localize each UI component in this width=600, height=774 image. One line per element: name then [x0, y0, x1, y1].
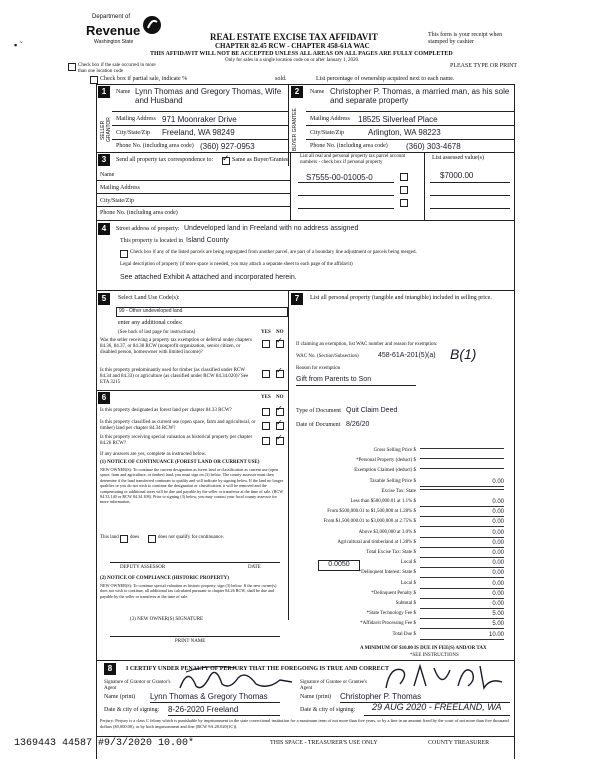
reason-label: Reason for exemption [296, 366, 341, 371]
s3-mid-divider [290, 152, 291, 220]
seller-line3 [112, 139, 288, 140]
s3-city-label: City/State/Zip [100, 198, 134, 204]
calc-row-value[interactable]: 10.00 [420, 632, 504, 640]
seller-name-label: Name [116, 89, 131, 95]
frame-left [96, 84, 97, 759]
buyer-city-label: City/State/Zip [310, 130, 344, 136]
calc-row-value[interactable]: 0.00 [420, 499, 504, 507]
send-correspondence-label: Send all property tax correspondence to: [116, 157, 214, 163]
buyer-bottom [288, 152, 514, 153]
county-value[interactable]: Island County [186, 237, 229, 244]
calc-row-value[interactable]: 0.00 [420, 601, 504, 609]
revenue-logo-icon [142, 14, 162, 36]
s5-q1-no-check-icon: ✓ [276, 336, 283, 345]
frame-top [96, 84, 514, 85]
personal-property-checkbox-1[interactable] [400, 173, 408, 181]
perjury-note: Perjury: Perjury is a class C felony which is punishable by imprisonment in the state correctional institution for a maximum term of not more than five years, or by a fine in an amount fixed by the court of not more than five thousand dollars ($5,000.00), or by both imprisonment and fine (RCW 9A.20.020(1C)). [100, 718, 509, 729]
form-only-for: Only for sales in a single location code on or after January 1, 2020. [225, 58, 360, 63]
corner-mark: ▪ ˜ [14, 40, 23, 50]
form-warning: THIS AFFIDAVIT WILL NOT BE ACCEPTED UNLESS ALL AREAS ON ALL PAGES ARE FULLY COMPLETED [150, 51, 453, 57]
calc-row-label: *Delinquent Penalty $ [371, 591, 416, 596]
s3-line3 [96, 206, 290, 207]
seller-phone-label: Phone No. (including area code) [116, 143, 194, 149]
section-3-number: 3 [98, 154, 110, 166]
buyer-side-label: BUYER GRANTEE [292, 108, 298, 152]
seller-city[interactable]: Freeland, WA 98249 [162, 128, 235, 137]
s6-q3-no-check-icon: ✓ [276, 433, 283, 442]
s4-bottom [96, 290, 514, 291]
grantee-date-label: Date & city of signing: [300, 707, 356, 713]
assessed-label: List assessed value(s) [432, 155, 484, 161]
logo [72, 12, 162, 48]
grantor-name[interactable]: Lynn Thomas & Gregory Thomas [150, 692, 268, 701]
county-label: This property is located in [120, 238, 183, 244]
s5-bottom [96, 390, 288, 391]
grantor-name-line [150, 702, 280, 703]
logo-state: Washington State [94, 39, 134, 45]
see-instructions: *SEE INSTRUCTIONS [410, 653, 459, 658]
new-owner-sig-label: (3) NEW OWNER(S) SIGNATURE [130, 617, 204, 622]
section-1-number: 1 [98, 86, 110, 98]
grantor-date-label: Date & city of signing: [104, 707, 160, 713]
grantor-name-label: Name (print) [104, 694, 136, 700]
claiming-label: If claiming an exemption, list WAC number and reason for exemption: [296, 342, 438, 347]
notice1-title: (1) NOTICE OF CONTINUANCE (FOREST LAND OR CURRENT USE) [100, 460, 260, 465]
personal-property-label: List all personal property (tangible and intangible) included in selling price. [310, 295, 492, 301]
assessed-line2 [430, 195, 510, 196]
calc-row-value[interactable]: 0.00 [420, 550, 504, 558]
buyer-mailing[interactable]: 18525 Silverleaf Place [358, 115, 438, 124]
buyer-line3 [306, 139, 514, 140]
buyer-city[interactable]: Arlington, WA 98223 [368, 128, 441, 137]
calc-row-value[interactable]: 5.00 [420, 611, 504, 619]
doc-date-value[interactable]: 8/26/20 [346, 421, 370, 428]
doc-date-label: Date of Document [296, 422, 341, 428]
partial-sale-checkbox[interactable] [90, 76, 98, 84]
calc-row-value[interactable]: 0.00 [420, 479, 504, 487]
receipt-stamp: 1369443 44587 #9/3/2020 10.00* [14, 738, 195, 749]
s3-line1 [96, 180, 290, 181]
notice2-text: NEW OWNER(S): To continue special valuation as historic property, sign (3) below. If the new owner(s) does not wish to continue, all additional tax calculated pursuant to chapter 84.26 RCW, shall be due and payable by the seller or transferor at the time of sale. [100, 583, 277, 599]
s6-question-2: Is this property classified as current use (open space, farm and agricultural, or timber) land per chapter 84.34 RCW? [100, 420, 256, 431]
seller-city-label: City/State/Zip [116, 130, 150, 136]
section-4-number: 4 [98, 223, 110, 235]
print-name-line [110, 636, 280, 637]
seller-mailing[interactable]: 971 Moonraker Drive [162, 115, 237, 124]
multi-location-checkbox[interactable] [68, 63, 76, 71]
calc-row-value[interactable]: 0.00 [420, 509, 504, 517]
buyer-name-label: Name [310, 89, 325, 95]
calc-row-label: *Affidavit Processing Fee $ [360, 621, 416, 626]
seller-line2 [112, 125, 288, 126]
form-title: REAL ESTATE EXCISE TAX AFFIDAVIT [210, 32, 378, 42]
reason-line [296, 385, 416, 386]
calc-row-value[interactable]: 0.00 [420, 581, 504, 589]
calc-row-value[interactable]: 0.00 [420, 570, 504, 578]
calc-row-label: Agricultural and timberland at 1.28% $ [337, 540, 416, 545]
parcel-list-label: List all real and personal property tax parcel account numbers - check box if personal property [300, 154, 406, 165]
wac-value[interactable]: 458-61A-201(5)(a) [378, 352, 436, 359]
grantee-signature-icon[interactable] [380, 660, 510, 694]
land-use-label: Select Land Use Code(s): [118, 295, 180, 301]
seller-line1 [112, 111, 288, 112]
s3-mailing-label: Mailing Address [100, 185, 140, 191]
parcel-line1 [298, 182, 394, 183]
calc-row-label: Less than $500,000.01 at 1.1% $ [350, 499, 416, 504]
treasurer-use: THIS SPACE - TREASURER'S USE ONLY [270, 740, 378, 746]
reason-value[interactable]: Gift from Parents to Son [296, 376, 372, 383]
seller-side-label: SELLER GRANTOR [100, 117, 112, 143]
doc-type-value[interactable]: Quit Claim Deed [346, 407, 398, 414]
calc-row-value[interactable]: 0.00 [420, 519, 504, 527]
s6-q1-yes[interactable] [262, 408, 270, 416]
calc-row-value[interactable]: 0.00 [420, 530, 504, 538]
land-does-label: does [130, 535, 140, 540]
land-does-not-checkbox[interactable] [148, 535, 156, 543]
partial-sale-label: Check box if partial sale, indicate % [100, 76, 188, 82]
calc-row-label: Above $3,000,000 at 3.0% $ [358, 530, 416, 535]
calc-row-label: Taxable Selling Price $ [369, 479, 416, 484]
s5-question-2: Is this property predominantly used for timber (as classified under RCW 84.34 and 84.33) or agriculture (as classified under RCW 84.34.020)? See ETA 3215 [100, 368, 249, 385]
s5-yes-label: YES [261, 330, 271, 335]
form-chapter: CHAPTER 82.45 RCW - CHAPTER 458-61A WAC [215, 42, 370, 50]
logo-department: Department of [92, 14, 131, 20]
buyer-line2 [306, 125, 514, 126]
s6-q3-yes[interactable] [262, 437, 270, 445]
personal-property-checkbox-3[interactable] [400, 199, 408, 207]
s6-no-label: NO [276, 395, 284, 400]
legal-label: Legal description of property (if more space is needed, you may attach a separate sheet to each page of the affidavit) [120, 262, 353, 267]
please-type: PLEASE TYPE OR PRINT [450, 63, 518, 69]
parcel-line3 [298, 208, 394, 209]
doc-type-label: Type of Document [296, 408, 341, 414]
frame-right [514, 84, 515, 759]
frame-mid-top [288, 84, 289, 166]
s6-q1-no-check-icon: ✓ [276, 404, 283, 413]
parcel-number[interactable]: S7555-00-01005-0 [306, 173, 373, 182]
calc-row-value[interactable] [420, 448, 504, 449]
land-does-not-label: does not qualify for continuance. [158, 535, 224, 540]
calc-row-label: Local $ [400, 581, 416, 586]
grantor-signature-icon[interactable] [176, 662, 296, 694]
calc-row-label: Total Excise Tax: State $ [366, 550, 416, 555]
buyer-mailing-label: Mailing Address [310, 116, 350, 122]
buyer-name[interactable]: Christopher P. Thomas, a married man, as his sole and separate property [330, 87, 510, 105]
section-2-number: 2 [291, 86, 303, 98]
s6-question-3: Is this property receiving special valuation as historical property per chapter 84.26 RCW? [100, 435, 253, 446]
s6-q2-no-check-icon: ✓ [276, 418, 283, 427]
parcel-line2 [298, 195, 394, 196]
grantor-sig-label: Signature of Grantor or Grantor's Agent [104, 680, 171, 691]
calc-row-label: *Delinquent Interest: State $ [358, 570, 416, 575]
deputy-date-label: DATE [248, 565, 261, 570]
additional-codes-label: enter any additional codes: [118, 320, 183, 326]
s5-q2-no-check-icon: ✓ [276, 366, 283, 375]
buyer-phone[interactable]: (360) 303-4678 [406, 142, 461, 151]
multi-location-label: Check box if the sale occurred in more than one location code [78, 63, 156, 74]
this-land-label: This land [100, 535, 119, 540]
deputy-line [110, 562, 280, 563]
s6-yes-label: YES [261, 395, 271, 400]
s6-if-yes: If any answers are yes, complete as instructed below. [100, 452, 207, 457]
section-6-number: 6 [98, 392, 110, 404]
s3-line2 [96, 193, 290, 194]
s3-bottom [96, 220, 514, 221]
calc-row-label: From $500,000.01 to $1,500,000 at 1.28% $ [327, 509, 416, 514]
grantee-sig-label: Signature of Grantee or Grantee's Agent [300, 680, 367, 691]
calc-row-label: Subtotal $ [395, 601, 416, 606]
calc-row-label: From $1,500,000.01 to $3,000,000 at 2.75% $ [323, 519, 416, 524]
calc-row-value[interactable]: 0.00 [420, 591, 504, 599]
calc-row-value[interactable]: 0.00 [420, 560, 504, 568]
land-does-checkbox[interactable] [120, 535, 128, 543]
s6-question-1: Is this property designated as forest land per chapter 84.33 RCW? [100, 408, 232, 413]
grantee-name-line [340, 702, 510, 703]
calc-row-label: Exemption Claimed (deduct) $ [354, 468, 416, 473]
s3-name-label: Name [100, 172, 115, 178]
grantee-date[interactable]: 29 AUG 2020 - FREELAND, WA [372, 702, 502, 712]
deputy-label: DEPUTY ASSESSOR [120, 565, 166, 570]
see-back-label: (See back of last page for instructions) [118, 330, 196, 335]
street-label: Street address of property: [116, 226, 180, 232]
section-5-number: 5 [98, 293, 110, 305]
section-7-number: 7 [291, 293, 303, 305]
calc-row-value[interactable]: 0.00 [420, 540, 504, 548]
street-address[interactable]: Undeveloped land in Freeland with no address assigned [184, 225, 359, 232]
s3-phone-label: Phone No. (including area code) [100, 210, 178, 216]
calc-row-label: Total Due $ [392, 632, 416, 637]
notice2-title: (2) NOTICE OF COMPLIANCE (HISTORIC PROPERTY) [100, 576, 229, 581]
calc-row-value[interactable]: 5.00 [420, 621, 504, 629]
receipt-note: This form is your receipt when stamped by cashier [428, 32, 503, 45]
legal-description[interactable]: See attached Exhibit A attached and incorporated herein. [120, 274, 297, 281]
notice1-text: NEW OWNER(S): To continue the current designation as forest land or classification as current use (open space, farm and agriculture, or timber) land, you must sign on (3) below. The county assessor must then determine if the land transferred continues to qualify and will indicate by signing below. If the land no longer qualifies or you do not wish to continue the designation or classification, it will be removed and the compensating or additional taxes will be due and payable by the seller or transferor at the time of sale. (RCW 84.33.140 or RCW 84.34.108). Prior to signing (3) below, you may contact your local county assessor for more information. [100, 467, 284, 505]
assessed-divider [424, 152, 425, 220]
calc-row-value[interactable] [420, 458, 504, 459]
assessed-line1 [430, 182, 510, 183]
county-treasurer: COUNTY TREASURER [428, 740, 490, 746]
local-rate[interactable]: 0.0050 [318, 560, 360, 571]
calc-row-value[interactable] [420, 468, 504, 469]
minimum-due: A MINIMUM OF $10.00 IS DUE IN FEE(S) AND/OR TAX [360, 646, 487, 651]
seller-phone[interactable]: (360) 927-0953 [200, 142, 255, 151]
segregated-checkbox[interactable] [120, 250, 128, 258]
calc-row-label: Gross Selling Price $ [373, 448, 416, 453]
calc-row-label: Excise Tax: State [381, 489, 416, 494]
section-8-number: 8 [104, 663, 116, 675]
calc-row-label: *State Technology Fee $ [366, 611, 416, 616]
same-as-buyer-label: Same as Buyer/Grantee [232, 157, 289, 163]
print-name-label: PRINT NAME [175, 639, 206, 644]
calc-row-label: *Personal Property (deduct) $ [356, 458, 416, 463]
buyer-line1 [306, 111, 514, 112]
buyer-phone-label: Phone No. (including area code) [310, 143, 388, 149]
s5-q1-yes[interactable] [262, 340, 270, 348]
calc-row-value[interactable] [420, 489, 504, 490]
calc-row-label: Local $ [400, 560, 416, 565]
seller-bottom [96, 152, 288, 153]
logo-agency: Revenue [86, 23, 141, 38]
grantor-date-line [168, 715, 280, 716]
s6-q2-yes[interactable] [262, 422, 270, 430]
segregated-label: Check box if any of the listed parcels are being segregated from another parcel, are part of a boundary line adjustment or parcels being merged. [130, 250, 417, 255]
s5-no-label: NO [276, 330, 284, 335]
grantee-date-line [364, 715, 510, 716]
grantee-name[interactable]: Christopher P. Thomas [340, 692, 422, 701]
ownership-note: List percentage of ownership acquired next to each name. [316, 76, 455, 82]
s5-question-1: Was the seller receiving a property tax exemption or deferral under chapters 84.36, 84.37, or 84.38 RCW (nonprofit organization, senior citizen, or disabled person, homeowner with limited income)? [100, 338, 252, 355]
certify-statement: I CERTIFY UNDER PENALTY OF PERJURY THAT THE FOREGOING IS TRUE AND CORRECT [126, 666, 389, 672]
seller-mailing-label: Mailing Address [116, 116, 156, 122]
land-use-code[interactable]: 99 - Other undeveloped land [116, 307, 288, 317]
wac-hand: B(1) [450, 346, 477, 362]
frame-mid-lower [288, 290, 289, 620]
seller-name[interactable]: Lynn Thomas and Gregory Thomas, Wife and Husband [135, 87, 282, 105]
assessed-line3 [430, 208, 510, 209]
wac-label: WAC No. (Section/Subsection) [296, 354, 359, 359]
s8-bottom [96, 736, 514, 737]
same-as-buyer-check-icon: ✓ [222, 153, 230, 163]
s5-q2-yes[interactable] [262, 370, 270, 378]
partial-sale-sold: sold. [275, 76, 287, 82]
grantor-date[interactable]: 8-26-2020 Freeland [168, 705, 239, 714]
grantee-name-label: Name (print) [300, 694, 332, 700]
assessed-value[interactable]: $7000.00 [440, 171, 474, 180]
personal-property-checkbox-2[interactable] [400, 186, 408, 194]
